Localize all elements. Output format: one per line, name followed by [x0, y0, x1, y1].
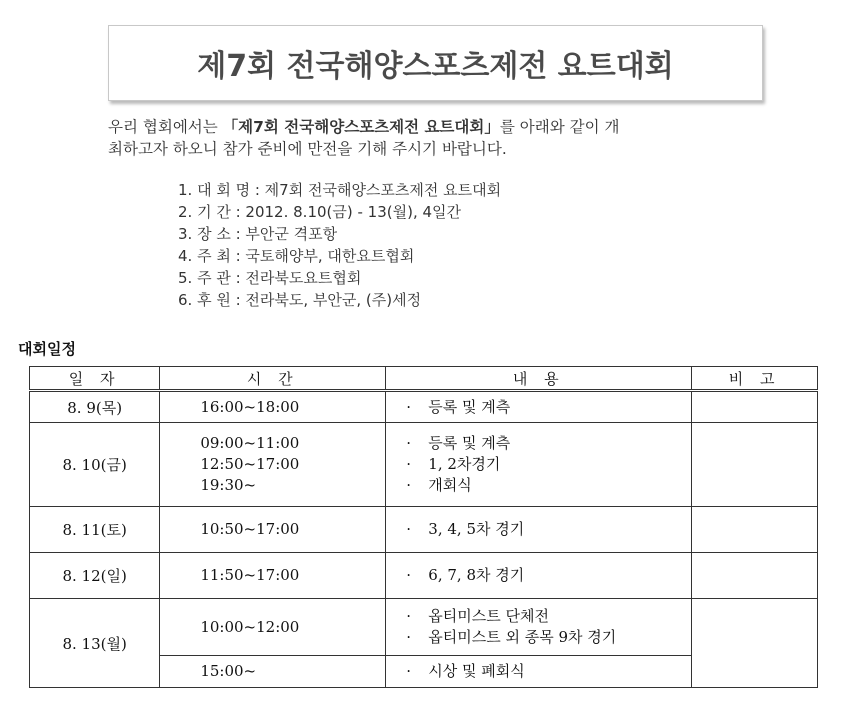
detail-host: 4. 주 최 : 국토해양부, 대한요트협회 [178, 247, 415, 265]
intro-line-1-pre: 우리 협회에서는 [108, 118, 223, 136]
bullet-icon: · [406, 607, 412, 625]
content-item [406, 661, 691, 682]
row-content [386, 656, 692, 688]
bullet-icon: · [406, 397, 412, 416]
row-time [160, 507, 386, 553]
content-text: 6, 7, 8차 경기 [428, 566, 525, 584]
table-row [30, 507, 818, 553]
row-date: 8. 9(목) [30, 391, 160, 423]
row-note [692, 423, 818, 507]
content-item [406, 454, 691, 475]
content-text: 3, 4, 5차 경기 [428, 520, 525, 538]
schedule-header-row [30, 367, 818, 391]
content-item [406, 565, 691, 586]
content-item [406, 606, 691, 627]
time-item: 16:00~18:00 [200, 397, 300, 416]
detail-organizer: 5. 주 관 : 전라북도요트협회 [178, 269, 362, 287]
content-text: 등록 및 계측 [428, 434, 511, 452]
detail-period: 2. 기 간 : 2012. 8.10(금) - 13(월), 4일간 [178, 203, 462, 221]
time-item: 11:50~17:00 [200, 566, 300, 584]
header-content: 내 용 [386, 367, 692, 391]
row-time [160, 553, 386, 599]
detail-name: 1. 대 회 명 : 제7회 전국해양스포츠제전 요트대회 [178, 181, 502, 199]
bullet-icon: · [406, 566, 412, 584]
content-item [406, 433, 691, 454]
content-item [406, 475, 691, 496]
row-time [160, 599, 386, 656]
bullet-icon: · [406, 434, 412, 452]
row-date: 8. 12(일) [30, 553, 160, 599]
row-content [386, 423, 692, 507]
row-date: 8. 11(토) [30, 507, 160, 553]
row-time [160, 391, 386, 423]
table-row [30, 599, 818, 656]
header-time: 시 간 [160, 367, 386, 391]
bullet-icon: · [406, 628, 412, 646]
time-item: 15:00~ [200, 662, 257, 680]
detail-sponsor: 6. 후 원 : 전라북도, 부안군, (주)세정 [178, 291, 422, 309]
header-date: 일 자 [30, 367, 160, 391]
page-title: 제7회 전국해양스포츠제전 요트대회 [197, 49, 674, 84]
table-row [30, 423, 818, 507]
time-item: 10:50~17:00 [200, 520, 300, 538]
content-text: 1, 2차경기 [428, 455, 501, 473]
content-text: 옵티미스트 외 종목 9차 경기 [428, 628, 617, 646]
schedule-section-title: 대회일정 [18, 340, 76, 358]
bullet-icon: · [406, 476, 412, 494]
intro-paragraph [108, 116, 758, 160]
row-time [160, 423, 386, 507]
content-text: 옵티미스트 단체전 [428, 607, 549, 625]
schedule-table [29, 366, 818, 688]
bullet-icon: · [406, 520, 412, 538]
intro-event-name: 「제7회 전국해양스포츠제전 요트대회」 [222, 118, 500, 136]
bullet-icon: · [406, 455, 412, 473]
time-item: 10:00~12:00 [200, 617, 300, 636]
row-note [692, 507, 818, 553]
content-text: 개회식 [428, 476, 472, 494]
bullet-icon: · [406, 662, 412, 680]
content-item [406, 519, 691, 540]
intro-line-1-post: 를 아래와 같이 개 [499, 118, 620, 136]
title-box [108, 25, 763, 101]
row-time [160, 656, 386, 688]
content-text: 시상 및 폐회식 [428, 662, 525, 680]
time-item: 09:00~11:00 [200, 434, 300, 452]
content-text: 등록 및 계측 [428, 397, 511, 416]
detail-venue: 3. 장 소 : 부안군 격포항 [178, 225, 338, 243]
intro-line-2: 최하고자 하오니 참가 준비에 만전을 기해 주시기 바랍니다. [108, 140, 507, 158]
row-content [386, 507, 692, 553]
row-content [386, 599, 692, 656]
row-content [386, 391, 692, 423]
time-item: 12:50~17:00 [200, 455, 300, 473]
time-item: 19:30~ [200, 476, 257, 494]
row-date: 8. 10(금) [30, 423, 160, 507]
row-note [692, 391, 818, 423]
row-content [386, 553, 692, 599]
content-item [406, 627, 691, 648]
row-note [692, 599, 818, 688]
table-row [30, 391, 818, 423]
row-date: 8. 13(월) [30, 599, 160, 688]
header-note: 비 고 [692, 367, 818, 391]
intro-line-1 [108, 116, 758, 138]
table-row [30, 553, 818, 599]
row-note [692, 553, 818, 599]
event-details [178, 179, 501, 311]
content-item [406, 397, 691, 418]
